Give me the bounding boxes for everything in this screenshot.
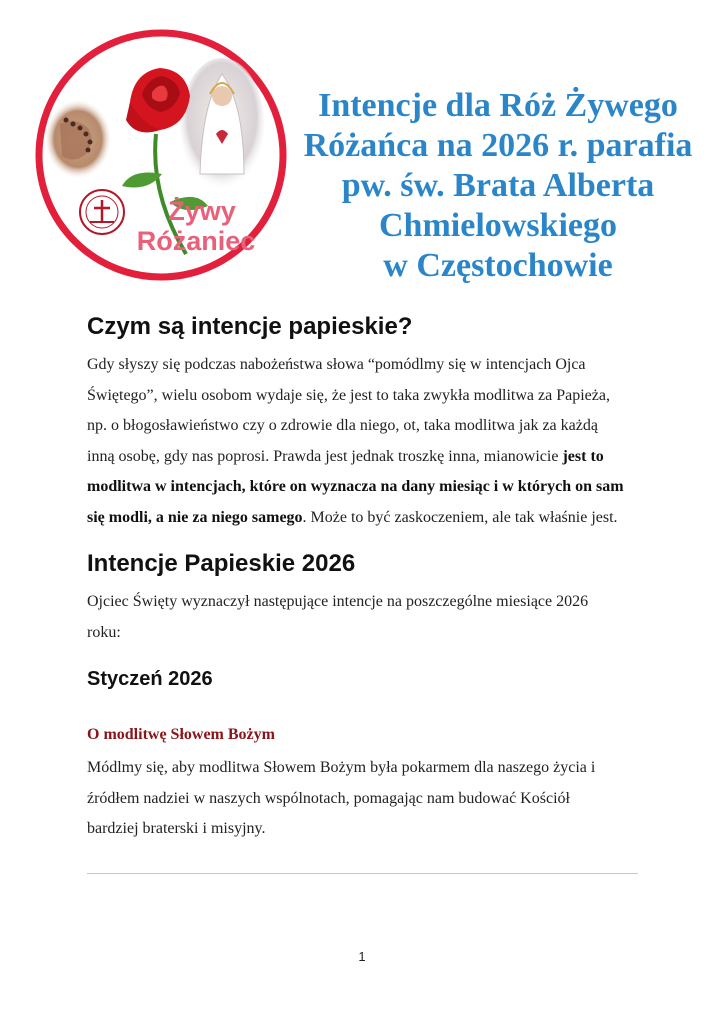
paragraph-line: Świętego”, wielu osobom wydaje się, że jest to taka zwykła modlitwa za Papieża,: [87, 386, 610, 404]
paragraph-line: [87, 503, 647, 534]
paragraph-bold-text: jest to: [562, 447, 604, 465]
paragraph-line: [87, 472, 647, 503]
intention-title: O modlitwę Słowem Bożym: [87, 726, 275, 743]
parish-emblem-icon: [80, 190, 124, 234]
paragraph-bold-text: się modli, a nie za niego samego: [87, 508, 303, 526]
paragraph-line: Gdy słyszy się podczas nabożeństwa słowa “pomódlmy się w intencjach Ojca: [87, 356, 586, 373]
zywy-rozaniec-logo: [30, 24, 292, 286]
paragraph-text: inną osobę, gdy nas poprosi. Prawda jest jednak troszkę inna, mianowicie: [87, 447, 563, 465]
paragraph-line: roku:: [87, 623, 121, 641]
paragraph-line: [87, 442, 647, 473]
section-heading-papal-intentions-2026: Intencje Papieskie 2026: [87, 550, 356, 577]
title-line-2: Różańca na 2026 r. parafia: [303, 127, 693, 164]
title-line-3: pw. św. Brata Alberta: [341, 167, 655, 204]
document-title: [298, 86, 698, 286]
paragraph-line: np. o błogosławieństwo czy o zdrowie dla niego, ot, taka modlitwa jak za każdą: [87, 417, 598, 434]
section-heading-papal-intentions: Czym są intencje papieskie?: [87, 313, 413, 340]
section-paragraph-papal-intentions: [87, 350, 647, 533]
logo-text-zywy: Żywy: [168, 196, 236, 226]
paragraph-line: Ojciec Święty wyznaczył następujące intencje na poszczególne miesiące 2026: [87, 593, 589, 610]
month-heading-january: Styczeń 2026: [87, 668, 213, 690]
horizontal-divider: [87, 873, 638, 874]
logo-text-rozaniec: Różaniec: [136, 226, 256, 256]
paragraph-line: bardziej braterski i misyjny.: [87, 820, 266, 837]
paragraph-line: Módlmy się, aby modlitwa Słowem Bożym była pokarmem dla naszego życia i: [87, 759, 596, 776]
paragraph-bold-text: modlitwa w intencjach, które on wyznacza na dany miesiąc i w których on sam: [87, 478, 624, 495]
paragraph-text: . Może to być zaskoczeniem, ale tak właśnie jest.: [302, 508, 618, 526]
section-paragraph-2026: [87, 587, 647, 648]
page-number: 1: [358, 949, 366, 964]
title-line-4: Chmielowskiego: [379, 207, 617, 244]
paragraph-line: źródłem nadziei w naszych wspólnotach, pomagając nam budować Kościół: [87, 789, 570, 807]
title-line-5: w Częstochowie: [383, 247, 613, 284]
intention-paragraph: [87, 753, 647, 845]
title-line-1: Intencje dla Róż Żywego: [318, 87, 678, 124]
